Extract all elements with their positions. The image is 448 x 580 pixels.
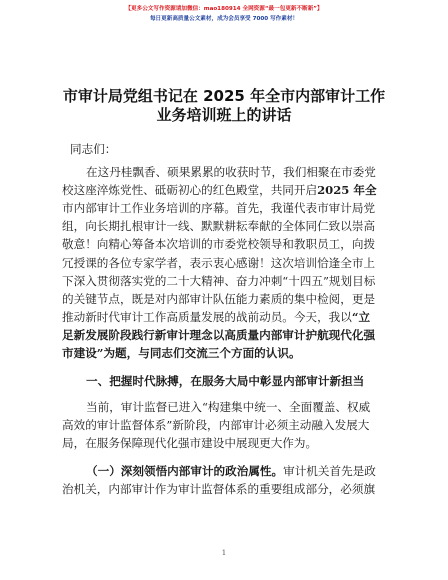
body-line: 敬意！向精心筹备本次培训的市委党校领导和教职员工，向拨: [62, 237, 376, 251]
document-title-line-2: 业务培训班上的讲话: [156, 106, 292, 124]
bold-year: 2025 年全: [317, 183, 377, 197]
body-line: 市内部审计工作业务培训的序幕。首先，我谨代表市审计局党: [62, 201, 376, 215]
bold-topic-start: “立: [351, 310, 371, 324]
body-line: 高效的审计监督体系”新阶段，内部审计必须主动融入发展大: [62, 418, 370, 432]
body-line: 推动新时代审计工作高质量发展的战前动员。今天，我以“立: [62, 310, 371, 324]
section-heading-1: 一、把握时代脉搏，在服务大局中彰显内部审计新担当: [86, 374, 365, 388]
body-line: 下深入贯彻落实党的二十大精神、奋力冲刺“十四五”规划目标: [62, 274, 376, 288]
body-line: 校这座淬炼党性、砥砺初心的红色殿堂，共同开启2025 年全: [62, 183, 377, 197]
salutation: 同志们：: [70, 142, 117, 156]
document-title-line-1: 市审计局党组书记在 2025 年全市内部审计工作: [62, 87, 386, 105]
body-line: （一）深刻领悟内部审计的政治属性。审计机关首先是政: [86, 464, 376, 478]
body-line: 市建设”为题，与同志们交流三个方面的认识。: [62, 346, 301, 360]
body-line: 冗授课的各位专家学者，表示衷心感谢！这次培训恰逢全市上: [62, 256, 376, 270]
body-line: 足新发展阶段践行新审计理念以高质量内部审计护航现代化强: [62, 328, 376, 342]
body-line: 在这丹桂飘香、硕果累累的收获时节，我们相聚在市委党: [86, 165, 376, 179]
body-line: 当前，审计监督已进入“构建集中统一、全面覆盖、权威: [86, 400, 371, 414]
body-line: 组，向长期扎根审计一线、默默耕耘奉献的全体同仁致以崇高: [62, 219, 376, 233]
promo-banner-red: 【更多公文写作资源请加微信：mao180914 全网资源“最一包更新不断新”】: [125, 6, 323, 12]
promo-banner-blue: 每日更新高质量公文素材，成为会员享受 7000 写作素材！: [149, 16, 299, 22]
subsection-heading-1: （一）深刻领悟内部审计的政治属性。: [86, 464, 284, 478]
page-number: 1: [221, 549, 227, 557]
body-line: 局，在服务保障现代化强市建设中展现更大作为。: [62, 436, 318, 450]
body-line: 的关键节点，既是对内部审计队伍能力素质的集中检阅，更是: [62, 292, 376, 306]
body-line: 治机关，内部审计作为审计监督体系的重要组成部分，必须旗: [62, 482, 376, 496]
